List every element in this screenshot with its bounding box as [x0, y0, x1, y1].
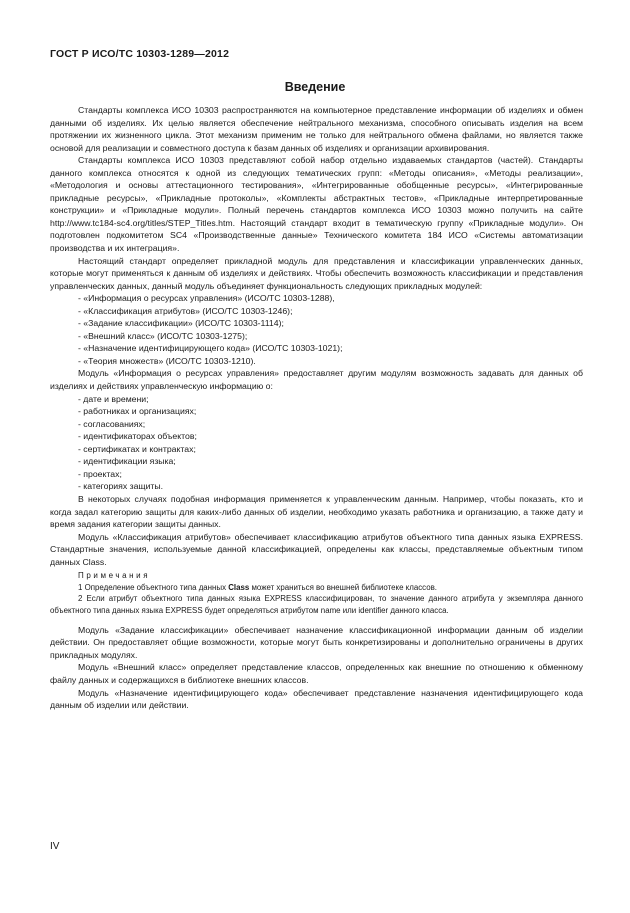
notes-heading: Примечания: [78, 571, 151, 581]
document-number-header: ГОСТ Р ИСО/ТС 10303-1289—2012: [50, 48, 230, 60]
note-1: [50, 582, 583, 593]
list-item: - «Назначение идентифицирующего кода» (ИСО/ТС 10303-1021);: [78, 343, 343, 354]
list-item: - согласованиях;: [78, 418, 146, 429]
paragraph: В некоторых случаях подобная информация применяется к управленческим данным. Например, чтобы показать, кто и когда задал категорию защиты для каких-либо данных об изделии, необходимо указать работника и организацию, а также дату и время задания категории защиты данных.: [50, 493, 583, 530]
modules-list: [50, 292, 583, 367]
list-item: - работниках и организациях;: [78, 406, 197, 417]
spacer: [50, 616, 583, 624]
list-item: - «Классификация атрибутов» (ИСО/ТС 10303-1246);: [78, 305, 293, 316]
notes-block: [50, 570, 583, 616]
paragraph: Настоящий стандарт определяет прикладной модуль для представления и классификации управленческих данных, которые могут применяться к данным об изделиях и действиях. Чтобы обеспечить возможность классификации и представления управленческих данных, данный модуль объединяет функциональность следующих прикладных модулей:: [50, 255, 583, 291]
note-2: 2 Если атрибут объектного типа данных языка EXPRESS классифицирован, то значение данного атрибута у экземпляра данного объектного типа данных языка EXPRESS будет определяться атрибутом name или identifier данного класса.: [50, 594, 583, 615]
list-item: - «Информация о ресурсах управления» (ИСО/ТС 10303-1288),: [78, 293, 335, 304]
page-number: IV: [50, 841, 60, 852]
list-item: - «Теория множеств» (ИСО/ТС 10303-1210).: [78, 355, 256, 366]
info-list: [50, 393, 583, 493]
paragraph: Модуль «Классификация атрибутов» обеспечивает классификацию атрибутов объектного типа данных языка EXPRESS. Стандартные значения, используемые данной классификацией, определены как классы, представляемые объектным типом данных Class.: [50, 531, 583, 567]
paragraph: Модуль «Задание классификации» обеспечивает назначение классификационной информации данным об изделии действии. Он предоставляет общие возможности, которые могут быть конкретизированы и дополнительно ограничены в других прикладных модулях.: [50, 624, 583, 660]
list-item: - сертификатах и контрактах;: [78, 443, 196, 454]
section-title: Введение: [284, 80, 346, 94]
paragraph: Стандарты комплекса ИСО 10303 распространяются на компьютерное представление информации об изделиях и обмен данными об изделиях. Их целью является обеспечение нейтрального механизма, способного описывать изделия на всем протяжении их жизненного цикла. Этот механизм применим не только для нейтрального обмена файлами, но является также основой для реализации и совместного доступа к базам данных об изделиях и организации архивирования.: [50, 105, 583, 153]
paragraph: Стандарты комплекса ИСО 10303 представляют собой набор отдельно издаваемых стандартов (частей). Стандарты данного комплекса относятся к одной из следующих тематических групп: «Методы описания», «Методы реализации», «Методология и основы аттестационного тестирования», «Интегрированные обобщенные ресурсы», «Интегрированные прикладные ресурсы», «Прикладные протоколы», «Комплекты абстрактных тестов», «Прикладные интерпретированные конструкции» и «Прикладные модули». Полный перечень стандартов комплекса ИСО 10303 можно получить на сайте http://www.tc184-sc4.org/titles/STEP_Titles.htm. Настоящий стандарт входит в тематическую группу «Прикладные модули». Он подготовлен подкомитетом SC4 «Производственные данные» Технического комитета 184 ИСО «Системы автоматизации производства и их интеграция».: [50, 155, 583, 254]
note-1-suffix: может храниться во внешней библиотеке классов.: [249, 583, 437, 593]
main-text: [50, 104, 583, 712]
paragraph: Модуль «Назначение идентифицирующего кода» обеспечивает представление назначения идентифицирующего кода данным об изделии или действии.: [50, 687, 583, 711]
list-item: - идентификации языка;: [78, 456, 176, 467]
list-item: - «Внешний класс» (ИСО/ТС 10303-1275);: [78, 330, 248, 341]
list-item: - идентификаторах объектов;: [78, 431, 197, 442]
paragraph: Модуль «Внешний класс» определяет представление классов, определенных как внешние по отношению к обменному файлу данных и содержащихся в библиотеке внешних классов.: [50, 662, 583, 686]
list-item: - категориях защиты.: [78, 481, 164, 492]
list-item: - «Задание классификации» (ИСО/ТС 10303-1114);: [78, 318, 284, 329]
list-item: - проектах;: [78, 468, 122, 479]
note-1-class-term: Class: [228, 583, 250, 593]
note-1-prefix: 1 Определение объектного типа данных: [78, 583, 229, 593]
paragraph: Модуль «Информация о ресурсах управления» предоставляет другим модулям возможность задавать для данных об изделиях и действиях управленческую информацию о:: [50, 368, 583, 392]
list-item: - дате и времени;: [78, 393, 149, 404]
